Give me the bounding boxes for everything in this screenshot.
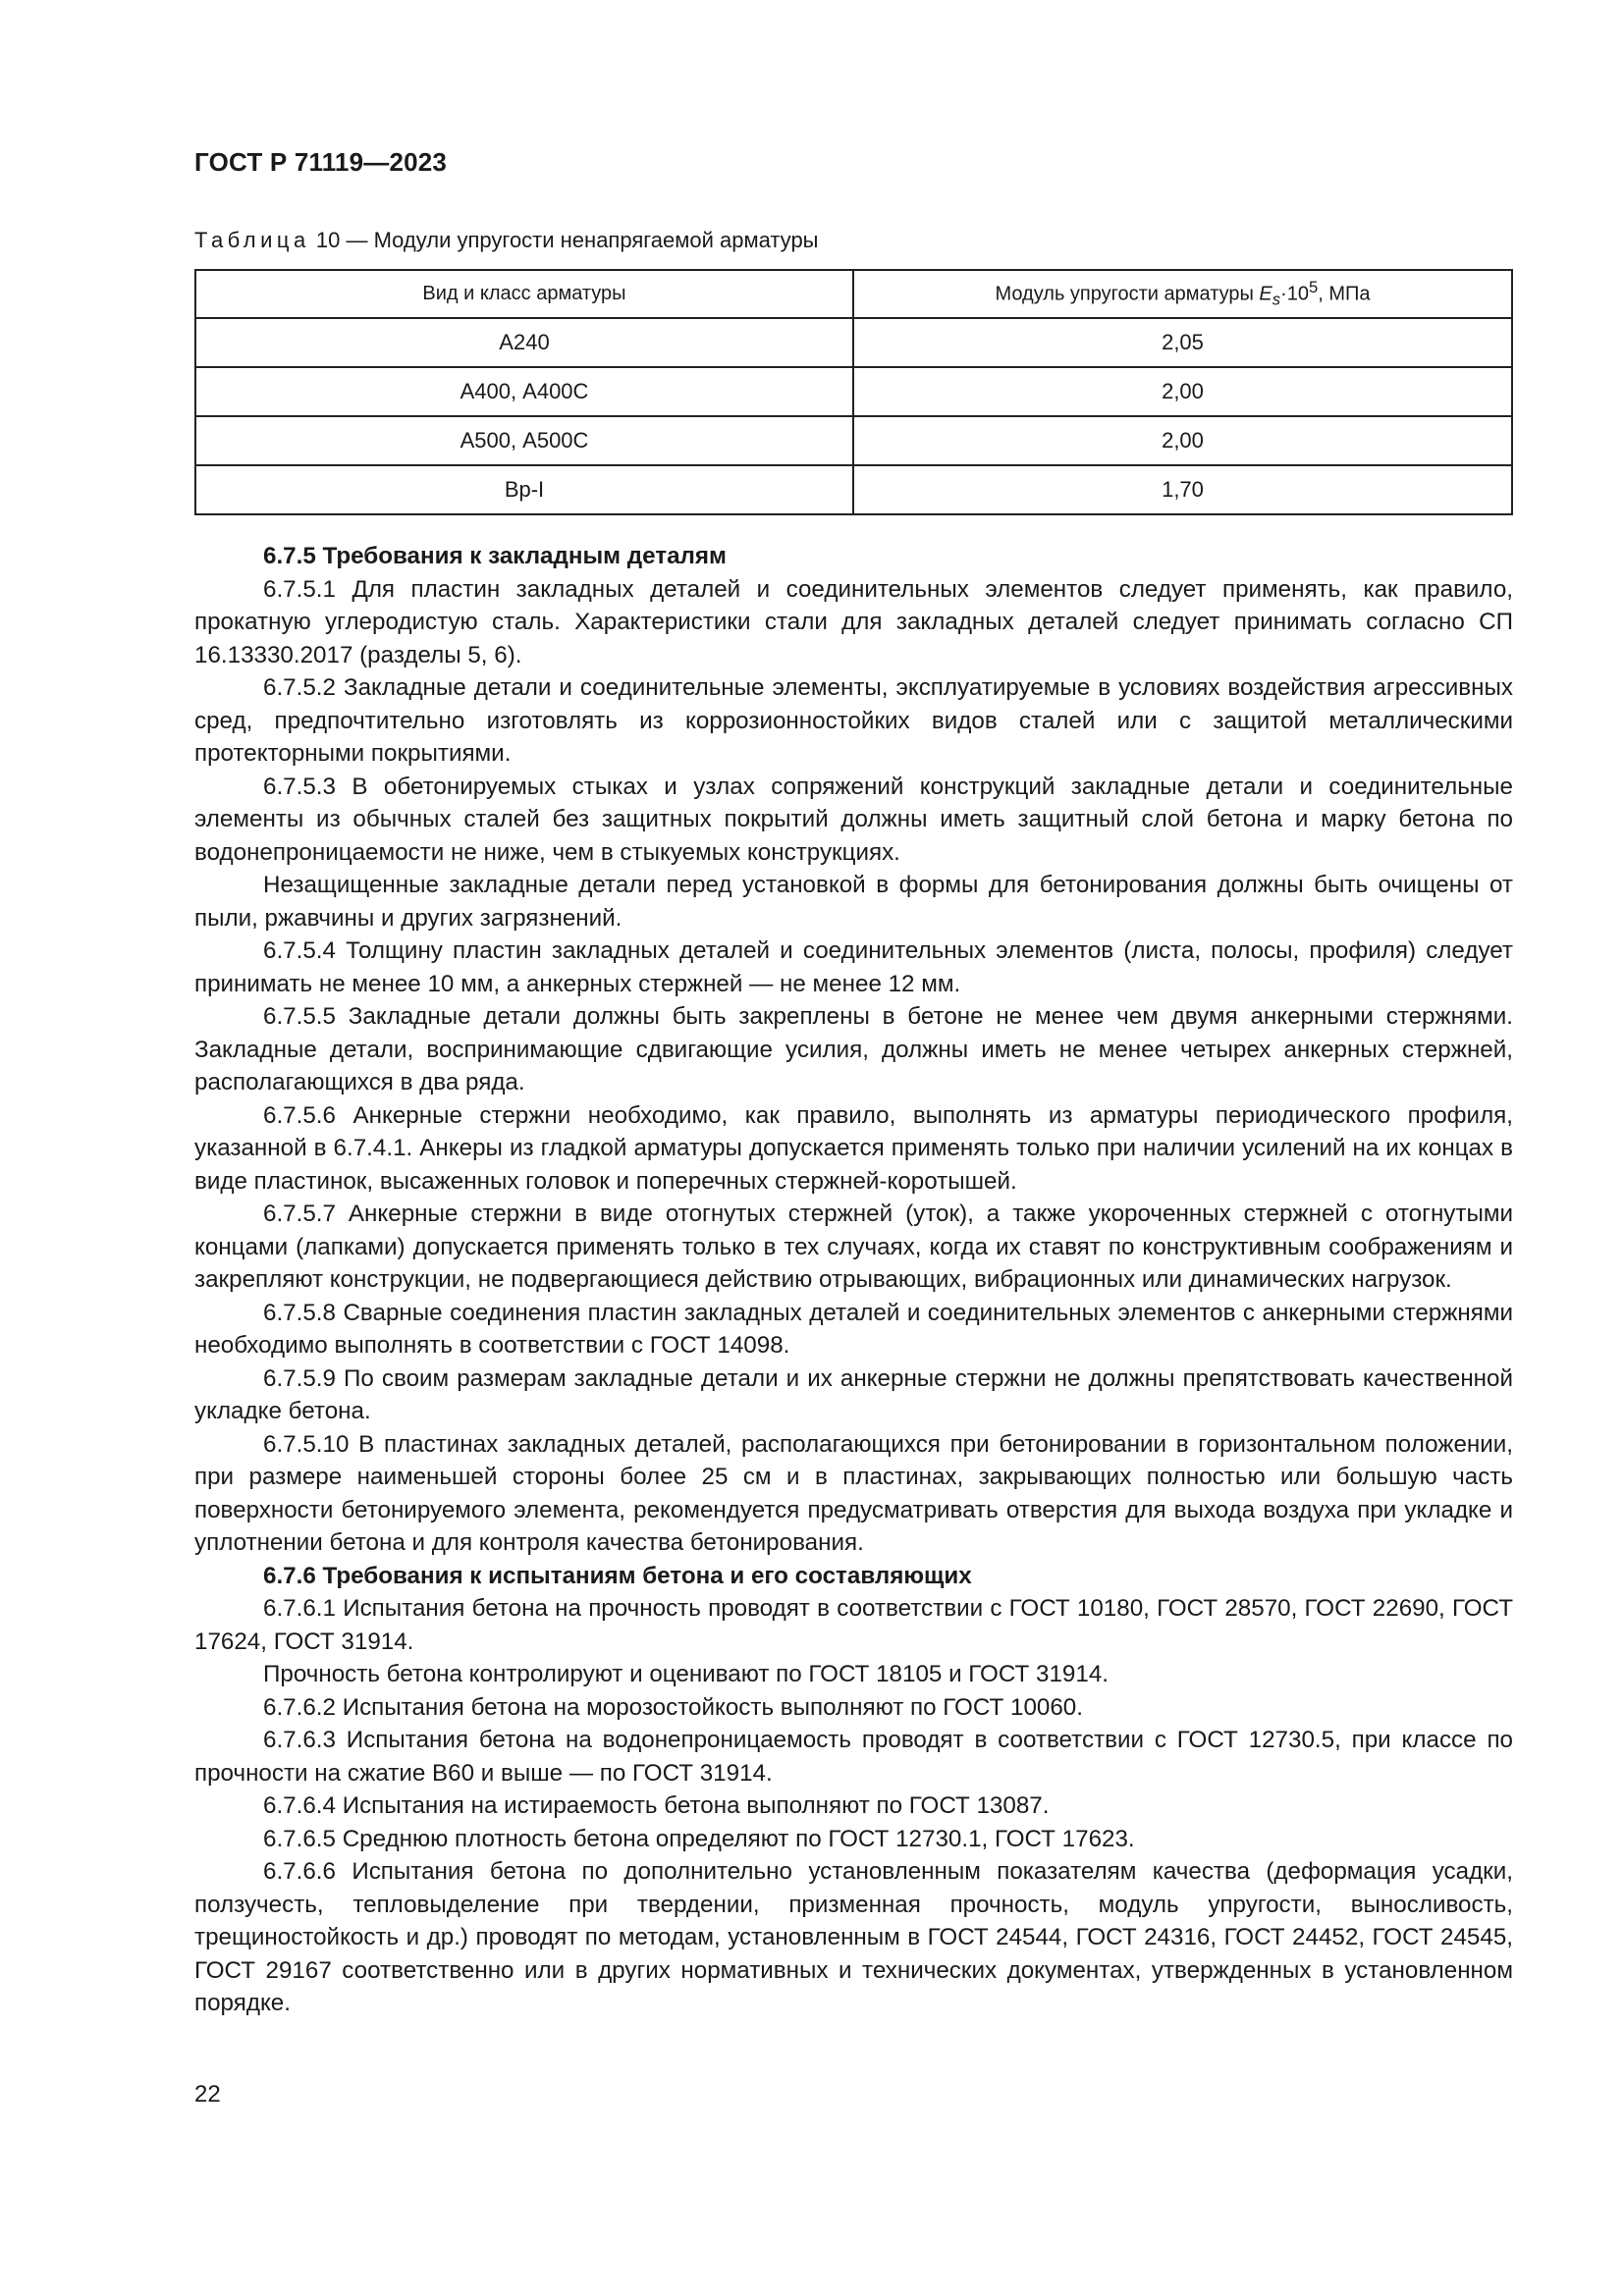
table-header-row (195, 270, 1512, 318)
column-header-modulus-prefix: Модуль упругости арматуры (995, 283, 1260, 305)
table-row (195, 318, 1512, 367)
table-caption-text: 10 — Модули упругости ненапрягаемой арматуры (315, 228, 819, 252)
paragraph: 6.7.5.9 По своим размерам закладные детали и их анкерные стержни не должны препятствовать качественной укладке бетона. (194, 1364, 1513, 1424)
rebar-class-cell: Вр-I (195, 465, 853, 514)
paragraph: 6.7.5.7 Анкерные стержни в виде отогнутых стержней (уток), а также укороченных стержней с отогнутыми концами (лапками) допускается применять только в тех случаях, когда их ставят по конструктивным соображениям и закрепляют конструкции, не подвергающиеся действию отрывающих, вибрационных или динамических нагрузок. (194, 1201, 1513, 1293)
section-heading: 6.7.6 Требования к испытаниям бетона и его составляющих (263, 1562, 972, 1589)
paragraph: 6.7.6.1 Испытания бетона на прочность проводят в соответствии с ГОСТ 10180, ГОСТ 28570, ГОСТ 22690, ГОСТ 17624, ГОСТ 31914. (194, 1595, 1513, 1655)
paragraph: Прочность бетона контролируют и оценивают по ГОСТ 18105 и ГОСТ 31914. (263, 1661, 1110, 1687)
column-header-modulus-symbol: E (1259, 283, 1272, 305)
paragraph: 6.7.6.4 Испытания на истираемость бетона выполняют по ГОСТ 13087. (263, 1792, 1050, 1819)
paragraph: 6.7.5.4 Толщину пластин закладных деталей и соединительных элементов (листа, полосы, профиля) следует принимать не менее 10 мм, а анкерных стержней — не менее 12 мм. (194, 937, 1513, 997)
paragraph: Незащищенные закладные детали перед установкой в формы для бетонирования должны быть очищены от пыли, ржавчины и других загрязнений. (194, 872, 1513, 932)
table-row (195, 465, 1512, 514)
modulus-value-cell: 2,00 (853, 416, 1512, 465)
section-heading: 6.7.5 Требования к закладным деталям (263, 543, 727, 569)
column-header-modulus-superscript: 5 (1308, 278, 1319, 297)
paragraph: 6.7.5.1 Для пластин закладных деталей и соединительных элементов следует применять, как правило, прокатную углеродистую сталь. Характеристики стали для закладных деталей следует принимать согласно СП 16.13330.2017 (разделы 5, 6). (194, 575, 1513, 668)
table-row (195, 416, 1512, 465)
paragraph: 6.7.6.6 Испытания бетона по дополнительно установленным показателям качества (деформация усадки, ползучесть, тепловыделение при твердении, призменная прочность, модуль упругости, выносливость, трещиностойкость и др.) проводят по методам, установленным в ГОСТ 24544, ГОСТ 24316, ГОСТ 24452, ГОСТ 24545, ГОСТ 29167 соответственно или в других нормативных и технических документах, утвержденных в установленном порядке. (194, 1858, 1513, 2016)
column-header-modulus-subscript: s (1272, 290, 1281, 309)
table-row (195, 367, 1512, 416)
document-header: ГОСТ Р 71119—2023 (194, 147, 448, 177)
table-caption (194, 228, 819, 253)
paragraph: 6.7.5.5 Закладные детали должны быть закреплены в бетоне не менее чем двумя анкерными стержнями. Закладные детали, воспринимающие сдвигающие усилия, должны иметь не менее четырех анкерных стержней, располагающихся в два ряда. (194, 1003, 1513, 1095)
paragraph: 6.7.5.2 Закладные детали и соединительные элементы, эксплуатируемые в условиях воздействия агрессивных сред, предпочтительно изготовлять из коррозионностойких видов сталей или с защитой металлическими протекторными покрытиями. (194, 674, 1513, 767)
page-number: 22 (194, 2081, 221, 2108)
elastic-modulus-table (194, 269, 1513, 515)
paragraph: 6.7.6.2 Испытания бетона на морозостойкость выполняют по ГОСТ 10060. (263, 1693, 1083, 1721)
paragraph: 6.7.6.5 Среднюю плотность бетона определяют по ГОСТ 12730.1, ГОСТ 17623. (263, 1825, 1135, 1852)
column-header-modulus-mid: ·10 (1280, 283, 1309, 305)
paragraph: 6.7.5.8 Сварные соединения пластин закладных деталей и соединительных элементов с анкерными стержнями необходимо выполнять в соответствии с ГОСТ 14098. (194, 1299, 1513, 1359)
table-caption-label: Таблица (194, 228, 310, 252)
rebar-class-cell: А400, А400С (195, 367, 853, 416)
modulus-value-cell: 1,70 (853, 465, 1512, 514)
rebar-class-cell: А500, А500С (195, 416, 853, 465)
modulus-value-cell: 2,05 (853, 318, 1512, 367)
paragraph: 6.7.5.3 В обетонируемых стыках и узлах сопряжений конструкций закладные детали и соединительные элементы из обычных сталей без защитных покрытий должны иметь защитный слой бетона и марку бетона по водонепроницаемости не ниже, чем в стыкуемых конструкциях. (194, 773, 1513, 866)
column-header-class: Вид и класс арматуры (195, 270, 853, 318)
modulus-value-cell: 2,00 (853, 367, 1512, 416)
column-header-modulus-suffix: , МПа (1318, 283, 1371, 305)
column-header-modulus (853, 270, 1512, 318)
paragraph: 6.7.5.6 Анкерные стержни необходимо, как правило, выполнять из арматуры периодического профиля, указанной в 6.7.4.1. Анкеры из гладкой арматуры допускается применять только при наличии усилений на их концах в виде пластинок, высаженных головок и поперечных стержней-коротышей. (194, 1101, 1513, 1195)
paragraph: 6.7.5.10 В пластинах закладных деталей, располагающихся при бетонировании в горизонтальном положении, при размере наименьшей стороны более 25 см и в пластинах, закрывающих полностью или большую часть поверхности бетонируемого элемента, рекомендуется предусматривать отверстия для выхода воздуха при укладке и уплотнении бетона и для контроля качества бетонирования. (194, 1430, 1513, 1556)
body-text (194, 540, 1513, 2020)
rebar-class-cell: А240 (195, 318, 853, 367)
paragraph: 6.7.6.3 Испытания бетона на водонепроницаемость проводят в соответствии с ГОСТ 12730.5, при классе по прочности на сжатие В60 и выше — по ГОСТ 31914. (194, 1727, 1513, 1787)
